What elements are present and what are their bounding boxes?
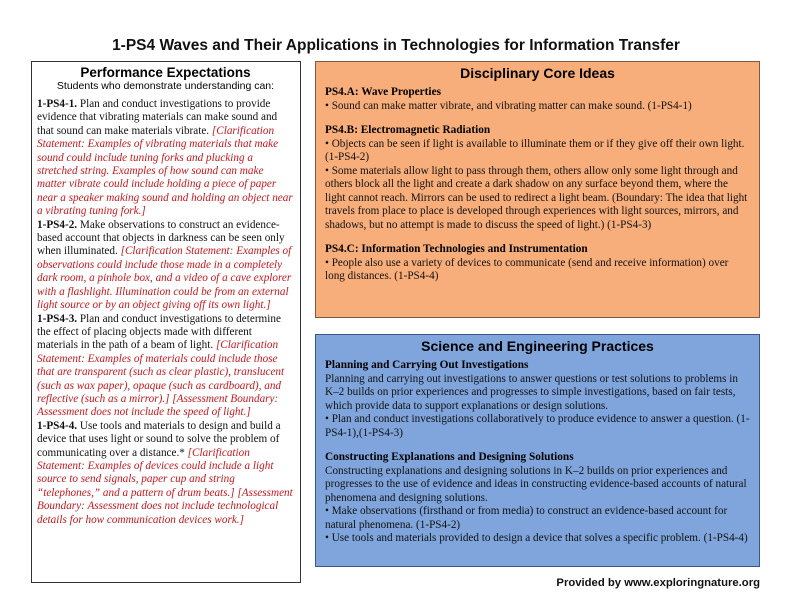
pe-text: Make observations to construct an evidence-based account that objects in darkness can be seen only when illuminated.	[37, 218, 285, 258]
pe-code: 1-PS4-1.	[37, 98, 78, 110]
provided-by-footer: Provided by www.exploringnature.org	[556, 577, 760, 589]
performance-expectations-box	[31, 61, 301, 583]
dci-paragraph: • People also use a variety of devices to communicate (send and receive information) over long distances. (1-PS4-4)	[325, 256, 729, 282]
pe-item-2	[37, 219, 294, 313]
science-engineering-practices-box	[315, 334, 760, 567]
pe-item-4	[37, 420, 294, 527]
sep-section-title: Constructing Explanations and Designing Solutions	[325, 451, 574, 463]
sep-paragraph: Constructing explanations and designing solutions in K–2 builds on prior experiences and progresses to the use of evidence and ideas in constructing evidence-based accounts of natural phenomena and designing solutions.	[325, 464, 747, 504]
dci-section-title: PS4.A: Wave Properties	[325, 86, 441, 98]
sep-paragraph: • Plan and conduct investigations collaboratively to produce evidence to answer a question. (1-PS4-1),(1-PS4-3)	[325, 413, 750, 439]
dci-section-title: PS4.C: Information Technologies and Instrumentation	[325, 243, 588, 255]
pe-text: Plan and conduct investigations to determine the effect of placing objects made with different materials in the path of a beam of light.	[37, 312, 281, 352]
pe-code: 1-PS4-3.	[37, 312, 78, 325]
pe-clarification: [Clarification Statement: Examples of devices could include a light source to send signals, paper cup and string “telephones,” and a pattern of drum beats.] [Assessment Boundary: Assessment does not include technological details for how communication devices work.]	[37, 446, 293, 526]
pe-clarification: [Clarification Statement: Examples of vibrating materials that make sound could include tuning forks and plucking a stretched string. Examples of how sound can make matter vibrate could include holding a piece of paper near a speaker making sound and holding an object near a vibrating tuning fork.]	[37, 124, 293, 218]
dci-paragraph: • Some materials allow light to pass through them, others allow only some light through and others block all the light and create a dark shadow on any surface beyond them, where the light cannot reach. Mirrors can be used to redirect a light beam. (Boundary: The idea that light travels from place to place is developed through experiences with light sources, mirrors, and shadows, but no attempt is made to discuss the speed of light.) (1-PS4-3)	[325, 164, 748, 231]
performance-expectations-heading: Performance Expectations	[80, 65, 251, 80]
dci-heading: Disciplinary Core Ideas	[460, 65, 615, 81]
pe-item-1	[37, 98, 294, 219]
sep-paragraph: • Use tools and materials provided to design a device that solves a specific problem. (1-PS4-4)	[325, 532, 748, 544]
dci-paragraph: • Sound can make matter vibrate, and vibrating matter can make sound. (1-PS4-1)	[325, 99, 692, 112]
disciplinary-core-ideas-box	[315, 61, 760, 318]
performance-expectations-subheading: Students who demonstrate understanding can:	[56, 80, 275, 92]
pe-text: Plan and conduct investigations to provide evidence that vibrating materials can make sound and that sound can make materials vibrate.	[37, 98, 278, 137]
page-title: 1-PS4 Waves and Their Applications in Technologies for Information Transfer	[112, 37, 680, 54]
sep-heading: Science and Engineering Practices	[421, 338, 654, 354]
sep-section-title: Planning and Carrying Out Investigations	[325, 359, 529, 371]
pe-text: Use tools and materials to design and build a device that uses light or sound to solve the problem of communicating over a distance.*	[37, 419, 281, 459]
dci-paragraph: • Objects can be seen if light is available to illuminate them or if they give off their own light. (1-PS4-2)	[325, 137, 745, 163]
pe-clarification: [Clarification Statement: Examples of observations could include those made in a completely dark room, a pinhole box, and a video of a cave explorer with a flashlight. Illumination could be from an external light source or by an object giving off its own light.]	[37, 245, 292, 312]
pe-code: 1-PS4-4.	[37, 419, 78, 432]
sep-paragraph: • Make observations (firsthand or from media) to construct an evidence-based account for natural phenomena. (1-PS4-2)	[325, 505, 728, 531]
pe-clarification: [Clarification Statement: Examples of materials could include those that are transparent (such as clear plastic), translucent (such as wax paper), opaque (such as cardboard), and reflective (such as a mirror).] [Assessment Boundary: Assessment does not include the speed of light.]	[37, 339, 285, 419]
pe-item-3	[37, 313, 294, 420]
pe-code: 1-PS4-2.	[37, 218, 78, 231]
sep-paragraph: Planning and carrying out investigations to answer questions or test solutions to problems in K–2 builds on prior experiences and progresses to simple investigations, based on fair tests, which provide data to support explanations or design solutions.	[325, 372, 738, 412]
dci-section-title: PS4.B: Electromagnetic Radiation	[325, 124, 491, 136]
